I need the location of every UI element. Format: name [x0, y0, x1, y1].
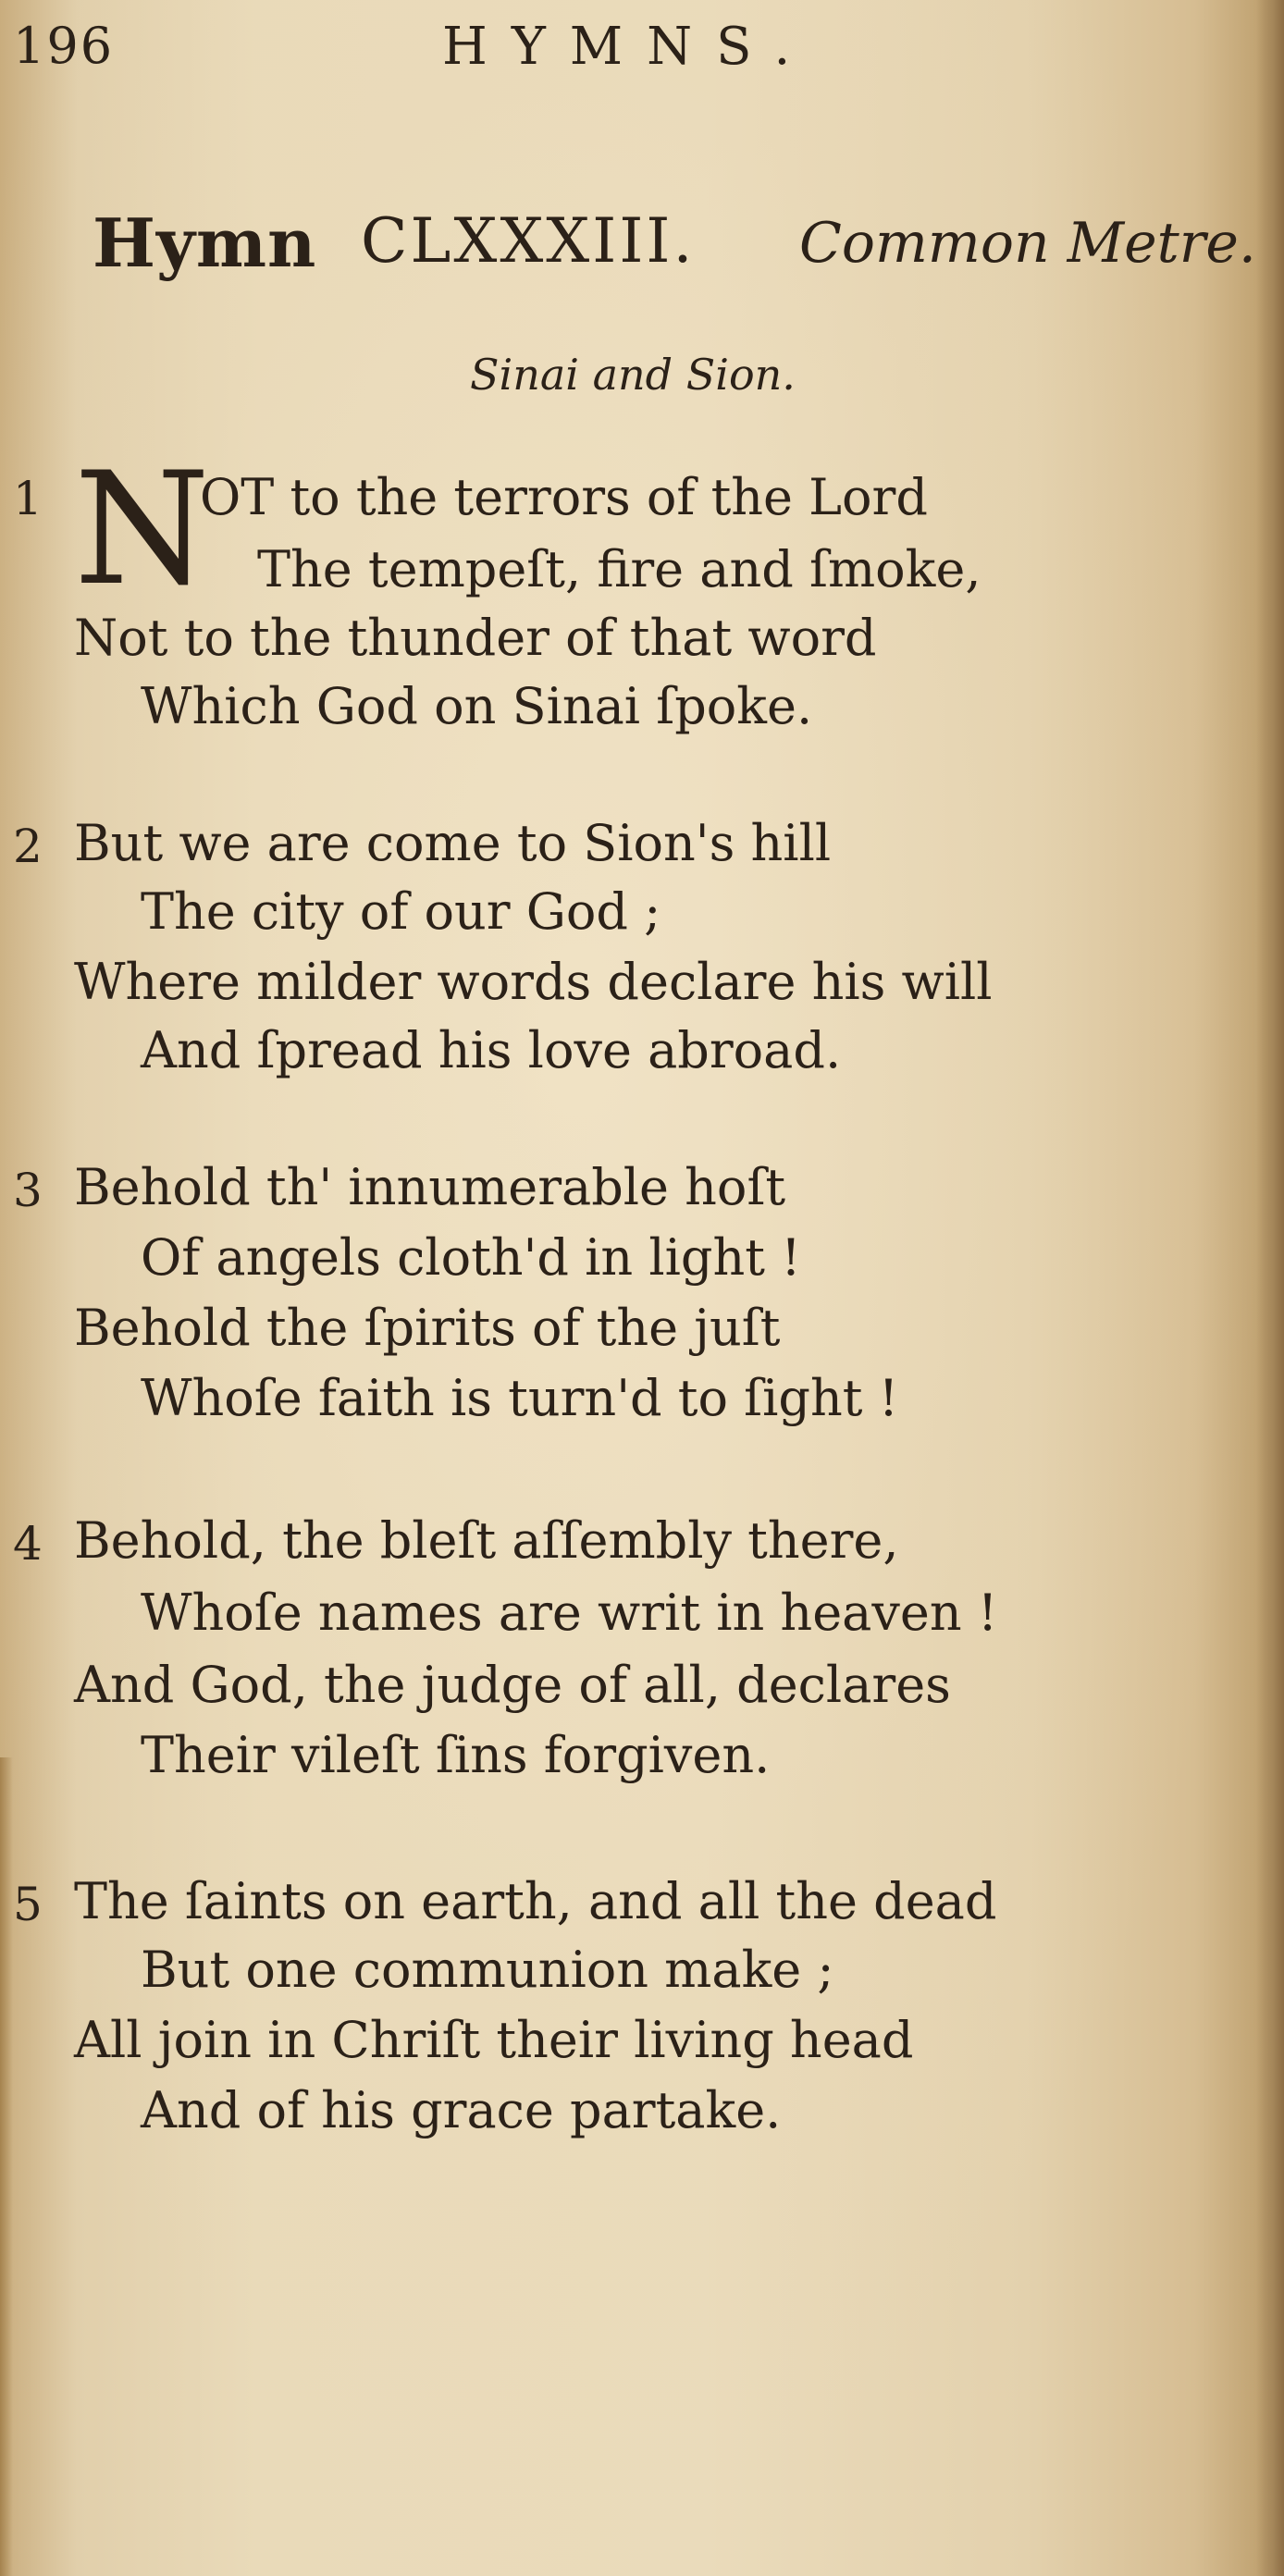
verse-line: But one communion make ;: [141, 1941, 834, 1999]
running-head-title: HYMNS.: [442, 17, 815, 77]
verse-line: Of angels cloth'd in light !: [141, 1228, 801, 1287]
hymn-metre: Common Metre.: [799, 211, 1256, 276]
stanza-number: 1: [13, 472, 43, 525]
verse-line: OT to the terrors of the Lord: [200, 468, 928, 526]
stanza-number: 5: [13, 1878, 43, 1931]
verse-line: Not to the thunder of that word: [74, 609, 877, 667]
hymn-subtitle: Sinai and Sion.: [470, 350, 796, 400]
drop-cap: N: [74, 438, 210, 620]
verse-line: And God, the judge of all, declares: [74, 1656, 951, 1714]
verse-line: The city of our God ;: [141, 882, 661, 941]
verse-line: But we are come to Sion's hill: [74, 814, 832, 872]
verse-line: Which God on Sinai ſpoke.: [141, 677, 813, 735]
stanza-number: 2: [13, 820, 43, 873]
page-number: 196: [13, 17, 115, 75]
hymn-heading: [93, 203, 1258, 287]
verse-line: Behold, the bleſt aſſembly there,: [74, 1511, 899, 1570]
verse-line: Whoſe faith is turn'd to ſight !: [141, 1369, 899, 1427]
verse-line: Behold th' innumerable hoſt: [74, 1158, 786, 1216]
verse-line: The ſaints on earth, and all the dead: [74, 1872, 997, 1930]
stanza-number: 4: [13, 1517, 43, 1571]
page-edge-shadow-left: [0, 1757, 13, 2576]
verse-line: And of his grace partake.: [141, 2081, 782, 2139]
running-head: [0, 17, 1284, 81]
verse-line: Where milder words declare his will: [74, 953, 993, 1011]
verse-line: Behold the ſpirits of the juſt: [74, 1299, 781, 1357]
hymn-label: Hymn: [93, 203, 317, 282]
verse-line: Whoſe names are writ in heaven !: [141, 1584, 998, 1642]
stanza-number: 3: [13, 1164, 43, 1217]
verse-line: All join in Chriſt their living head: [74, 2011, 914, 2069]
page-edge-shadow-right: [1256, 0, 1284, 2576]
verse-line: And ſpread his love abroad.: [141, 1021, 842, 1079]
verse-line: The tempeſt, fire and ſmoke,: [257, 540, 982, 598]
verse-line: Their vileſt ſins forgiven.: [141, 1726, 771, 1784]
hymn-number: CLXXXIII.: [361, 205, 696, 277]
